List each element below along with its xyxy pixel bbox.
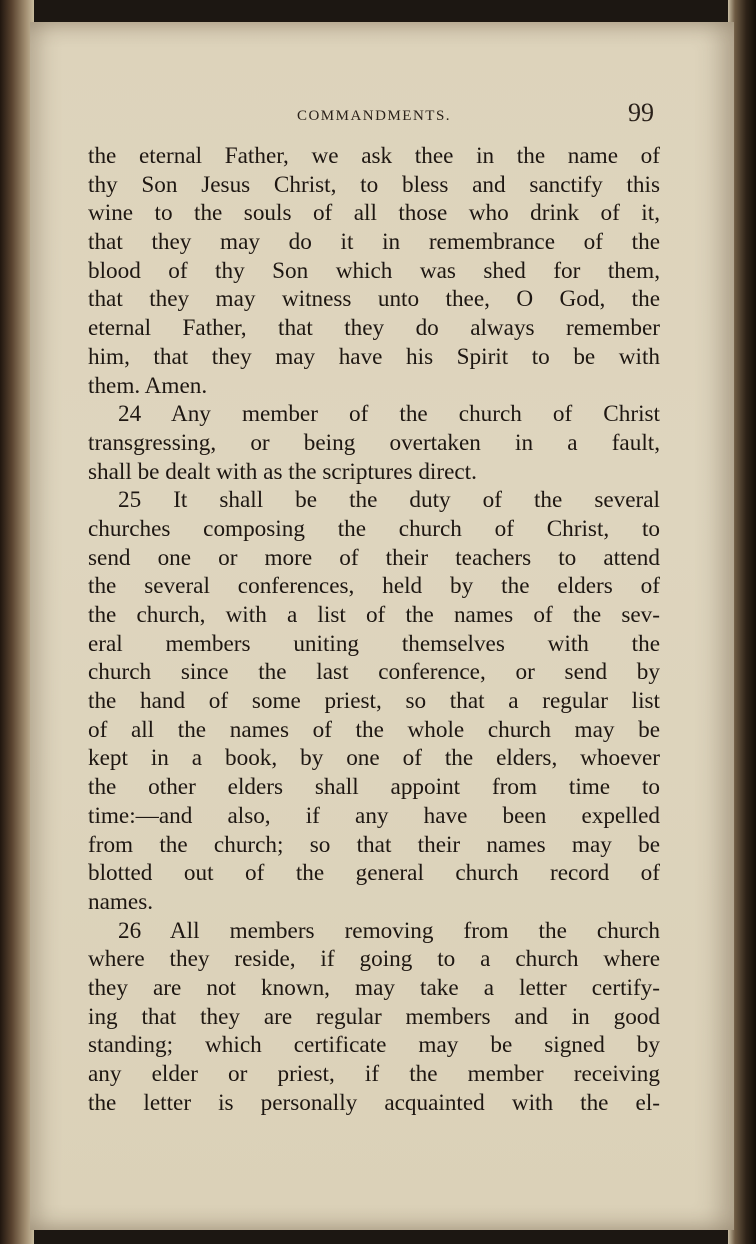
text-line: ing that they are regular members and in good [88, 1003, 660, 1030]
text-line: names. [88, 888, 154, 915]
text-line: standing; which certificate may be signed by [88, 1032, 660, 1059]
text-line: 26 All members removing from the church [118, 917, 660, 944]
text-block [88, 98, 660, 1117]
text-line: thy Son Jesus Christ, to bless and sanctify this [88, 171, 660, 198]
text-line: that they may witness unto thee, O God, the [88, 286, 660, 313]
text-line: eternal Father, that they do always remember [88, 315, 660, 342]
text-line: him, that they may have his Spirit to be with [88, 343, 660, 370]
text-line: eral members uniting themselves with the [88, 630, 660, 657]
page-number: 99 [628, 98, 654, 127]
text-line: transgressing, or being overtaken in a fault, [88, 429, 660, 456]
text-line: shall be dealt with as the scriptures direct. [88, 458, 477, 485]
text-line: the hand of some priest, so that a regular list [88, 688, 660, 715]
body-text [88, 142, 660, 1117]
text-line: the letter is personally acquainted with the el- [88, 1089, 660, 1116]
text-line: blood of thy Son which was shed for them, [88, 257, 660, 284]
text-line: they are not known, may take a letter certify- [88, 974, 660, 1001]
binding-edge [0, 0, 34, 1244]
text-line: send one or more of their teachers to attend [88, 544, 660, 571]
text-line: that they may do it in remembrance of the [88, 229, 660, 256]
running-head: COMMANDMENTS. [296, 108, 452, 124]
text-line: the church, with a list of the names of the sev- [88, 602, 660, 628]
text-line: kept in a book, by one of the elders, whoever [88, 745, 660, 772]
text-line: time:—and also, if any have been expelled [88, 802, 660, 829]
text-line: any elder or priest, if the member receiving [88, 1061, 660, 1087]
text-line: the several conferences, held by the elders of [88, 573, 660, 600]
text-line: the eternal Father, we ask thee in the name of [88, 143, 660, 169]
text-line: churches composing the church of Christ, to [88, 515, 660, 542]
book-page [30, 22, 734, 1230]
text-line: blotted out of the general church record of [88, 860, 660, 887]
text-line: 24 Any member of the church of Christ [118, 401, 660, 428]
text-line: church since the last conference, or send by [88, 659, 660, 686]
text-line: where they reside, if going to a church where [88, 946, 660, 973]
text-line: the other elders shall appoint from time to [88, 774, 660, 801]
text-line: them. Amen. [88, 372, 208, 399]
text-line: of all the names of the whole church may be [88, 716, 660, 743]
page-header [88, 98, 660, 142]
text-line: wine to the souls of all those who drink of it, [88, 200, 660, 227]
text-line: 25 It shall be the duty of the several [118, 487, 660, 514]
text-line: from the church; so that their names may be [88, 831, 660, 858]
